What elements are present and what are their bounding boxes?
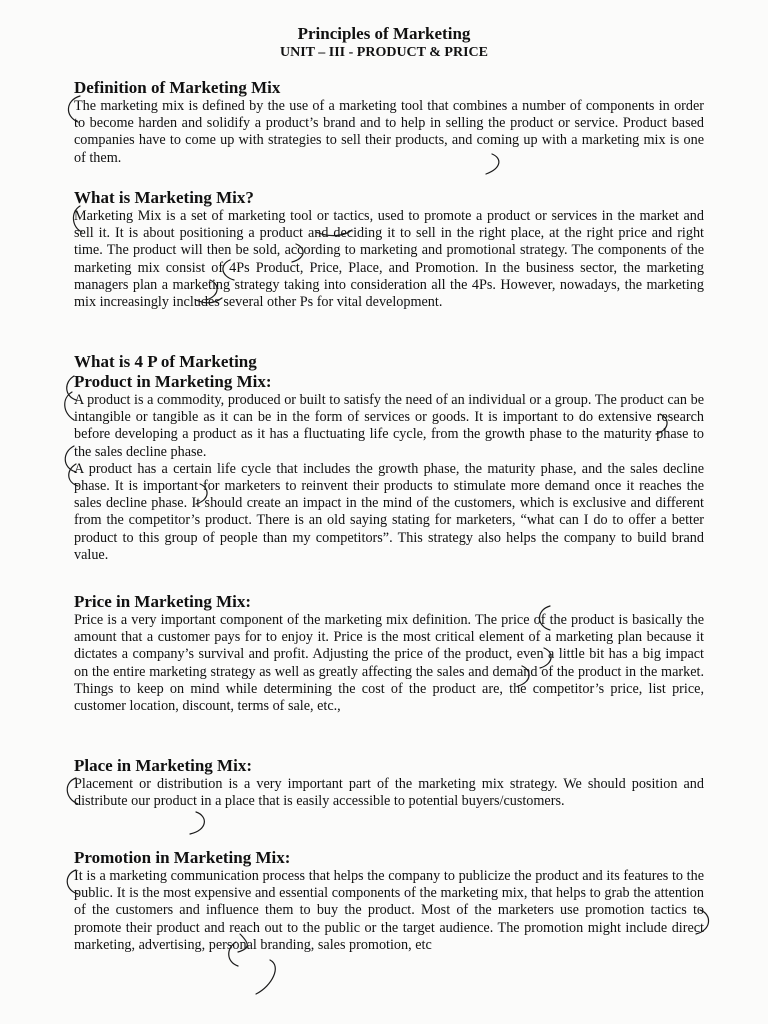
- section-paragraph: Placement or distribution is a very important part of the marketing mix strategy. We should position and distribute our product in a place that is easily accessible to potential buyers/customers.: [74, 776, 704, 810]
- document-header: [0, 24, 768, 62]
- product-paragraph-1: A product is a commodity, produced or built to satisfy the need of an individual or a group. The product can be intangible or tangible as it can be in the form of services or goods. It is important to do extensive research before developing a product as it has a fluctuating life cycle, from the growth phase to the maturity phase to the sales decline phase.: [74, 392, 704, 460]
- document-title: Principles of Marketing: [297, 24, 471, 43]
- section-heading: Promotion in Marketing Mix:: [74, 848, 291, 867]
- close-bracket-mark: [190, 812, 204, 834]
- section-heading: Place in Marketing Mix:: [74, 756, 252, 775]
- section-place: [74, 756, 704, 810]
- section-definition: [74, 78, 704, 167]
- section-heading: What is Marketing Mix?: [74, 188, 254, 207]
- unit-subtitle: UNIT – III - PRODUCT & PRICE: [280, 45, 488, 60]
- section-four-p: [74, 352, 704, 564]
- section-what-is-marketing-mix: [74, 188, 704, 311]
- section-heading: What is 4 P of Marketing: [74, 352, 257, 371]
- section-promotion: [74, 848, 704, 954]
- section-heading: Price in Marketing Mix:: [74, 592, 252, 611]
- open-bracket-mark: [65, 392, 74, 420]
- section-price: [74, 592, 704, 715]
- product-subheading: Product in Marketing Mix:: [74, 372, 272, 391]
- section-heading: Definition of Marketing Mix: [74, 78, 281, 97]
- close-bracket-mark: [256, 960, 275, 994]
- section-paragraph: Marketing Mix is a set of marketing tool or tactics, used to promote a product or services in the market and sell it. It is about positioning a product and deciding it to sell in the right place, at the right price and right time. The product will then be sold, according to marketing and promotional strategy. The components of the marketing mix consist of 4Ps Product, Price, Place, and Promotion. In the business sector, the marketing managers plan a marketing strategy taking into consideration all the 4Ps. However, nowadays, the marketing mix increasingly includes several other Ps for vital development.: [74, 208, 704, 311]
- section-paragraph: Price is a very important component of the marketing mix definition. The price of the product is basically the amount that a customer pays for to enjoy it. Price is the most critical element of a marketing plan because it dictates a company’s survival and profit. Adjusting the price of the product, even a little bit has a big impact on the entire marketing strategy as well as greatly affecting the sales and demand of the product in the market. Things to keep on mind while determining the cost of the product are, the competitor’s price, list price, customer location, discount, terms of sale, etc.,: [74, 612, 704, 715]
- product-paragraph-2: A product has a certain life cycle that includes the growth phase, the maturity phase, and the sales decline phase. It is important for marketers to reinvent their products to stimulate more demand once it reaches the sales decline phase. It should create an impact in the mind of the customers, which is exclusive and different from the competitor’s product. There is an old saying stating for marketers, “what can I do to offer a better product to this group of people than my competitors”. This strategy also helps the company to build brand value.: [74, 460, 704, 563]
- section-paragraph: The marketing mix is defined by the use of a marketing tool that combines a number of components in order to become harden and solidify a product’s brand and to help in selling the product or service. Product based companies have to come up with strategies to sell their products, and coming up with a marketing mix is one of them.: [74, 98, 704, 166]
- section-paragraph: It is a marketing communication process that helps the company to publicize the product and its features to the public. It is the most expensive and essential components of the marketing mix, that helps to grab the attention of the customers and influence them to buy the product. Most of the marketers use promotion tactics to promote their product and reach out to the public or the target audience. The promotion might include direct marketing, advertising, personal branding, sales promotion, etc: [74, 868, 704, 953]
